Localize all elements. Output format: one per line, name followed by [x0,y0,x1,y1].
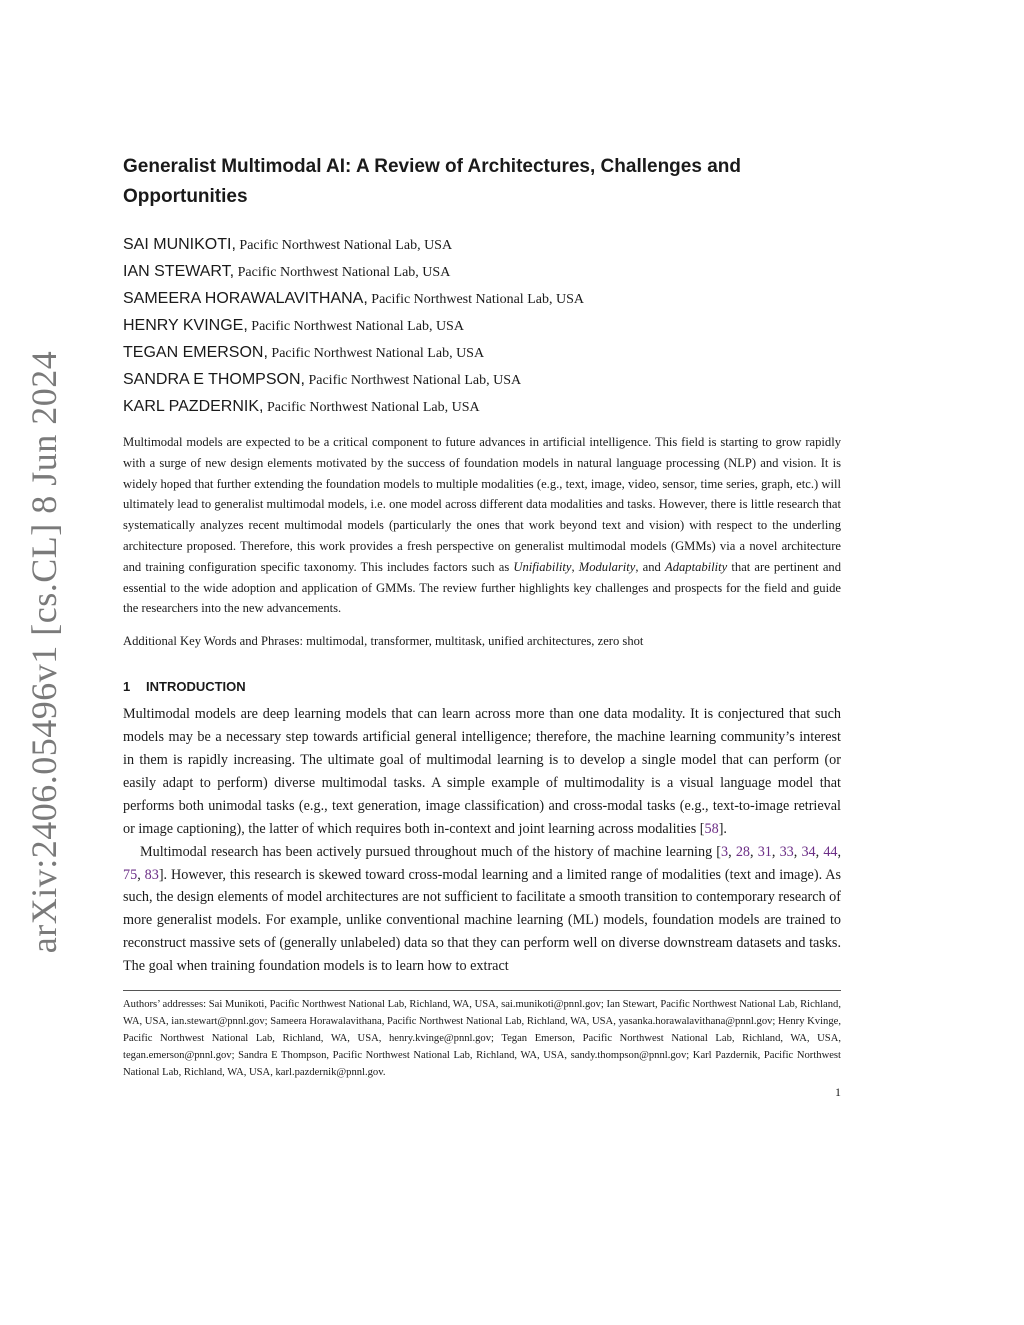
abstract-term: Unifiability [513,559,572,574]
author-affiliation: Pacific Northwest National Lab, USA [234,265,451,280]
abstract [123,432,841,619]
author-entry [123,258,841,285]
author-entry [123,393,841,420]
citation-separator: , [815,843,824,860]
author-entry [123,366,841,393]
author-entry [123,339,841,366]
paragraph-text: Multimodal models are deep learning models that can learn across more than one data modality. It is conjectured that such models may be a necessary step towards artificial general intelligence; therefore, the machine learning community’s interest in them is rapidly increasing. The ultimate goal of multimodal learning is to develop a single model that can perform (or easily adapt to perform) diverse multimodal tasks. A simple example of multimodality is a visual language model that performs both unimodal tasks (e.g., text generation, image classification) and cross-modal tasks (e.g., text-to-image retrieval or image captioning), the latter of which requires both in-context and joint learning across modalities [ [123,706,841,837]
citation-link[interactable]: 33 [779,843,794,860]
abstract-separator: , and [635,559,665,574]
arxiv-identifier-stamp: arXiv:2406.05496v1 [cs.CL] 8 Jun 2024 [24,350,64,954]
author-affiliation: Pacific Northwest National Lab, USA [267,346,485,361]
author-affiliation: Pacific Northwest National Lab, USA [263,400,480,415]
citation-link[interactable]: 83 [144,866,159,883]
citation-separator: , [137,866,145,883]
author-name: HENRY KVINGE, [123,317,248,334]
author-name: TEGAN EMERSON, [123,344,268,361]
author-entry [123,231,841,258]
citation-link[interactable]: 34 [801,843,816,860]
author-name: SAI MUNIKOTI, [123,236,236,253]
author-name: IAN STEWART, [123,263,235,280]
author-addresses-footnote: Authors’ addresses: Sai Munikoti, Pacific Northwest National Lab, Richland, WA, USA, sai.munikoti@pnnl.gov; Ian Stewart, Pacific Northwest National Lab, Richland, WA, USA, ian.stewart@pnnl.gov; Sameera Horawalavithana, Pacific Northwest National Lab, Richland, WA, USA, yasanka.horawalavithana@pnnl.gov; Henry Kvinge, Pacific Northwest National Lab, Richland, WA, USA, henry.kvinge@pnnl.gov; Tegan Emerson, Pacific Northwest National Lab, Richland, WA, USA, tegan.emerson@pnnl.gov; Sandra E Thompson, Pacific Northwest National Lab, Richland, WA, USA, sandy.thompson@pnnl.gov; Karl Pazdernik, Pacific Northwest National Lab, Richland, WA, USA, karl.pazdernik@pnnl.gov. [123,999,841,1079]
paper-page [123,152,841,1100]
abstract-term: Adaptability [665,559,728,574]
intro-paragraph-1 [123,703,841,840]
paragraph-text: Multimodal research has been actively pursued throughout much of the history of machine learning [ [140,843,722,860]
author-name: KARL PAZDERNIK, [123,398,264,415]
footnote-divider [123,990,841,991]
author-entry [123,285,841,312]
citation-link[interactable]: 44 [823,843,838,860]
paper-title: Generalist Multimodal AI: A Review of Architectures, Challenges and Opportunities [123,156,741,207]
abstract-text: that are pertinent and essential to the wide adoption and application of GMMs. The review further highlights key challenges and prospects for the field and guide the researchers into the new advancements. [123,559,841,616]
intro-paragraph-2 [123,841,841,978]
author-entry [123,312,841,339]
author-affiliation: Pacific Northwest National Lab, USA [235,238,453,253]
citation-link[interactable]: 58 [704,820,719,837]
paragraph-text: ]. However, this research is skewed toward cross-modal learning and a limited range of modalities (text and image). As such, the design elements of model architectures are not sufficient to facilitate a smooth transition to contemporary research of more generalist models. For example, unlike conventional machine learning (ML) models, foundation models are trained to reconstruct massive sets of (generally unlabeled) data so that they can perform well on diverse downstream datasets and tasks. The goal when training foundation models is to learn how to extract [123,866,842,975]
paragraph-text: ]. [718,820,727,837]
section-heading [123,677,841,697]
author-name: SAMEERA HORAWALAVITHANA, [123,290,368,307]
citation-link[interactable]: 3 [721,843,729,860]
author-affiliation: Pacific Northwest National Lab, USA [304,373,522,388]
author-affiliation: Pacific Northwest National Lab, USA [247,319,464,334]
author-list [123,231,841,420]
keywords: Additional Key Words and Phrases: multimodal, transformer, multitask, unified architectures, zero shot [123,634,644,649]
citation-separator: , [837,843,842,860]
page-number: 1 [835,1085,841,1100]
citation-link[interactable]: 75 [123,866,138,883]
citation-link[interactable]: 28 [735,843,750,860]
author-affiliation: Pacific Northwest National Lab, USA [367,292,584,307]
abstract-term: Modularity [578,559,636,574]
section-number: 1 [123,679,131,695]
citation-separator: , [750,843,758,860]
section-title: INTRODUCTION [146,679,246,695]
citation-separator: , [771,843,780,860]
citation-separator: , [793,843,802,860]
abstract-separator: , [571,559,579,574]
citation-link[interactable]: 31 [757,843,772,860]
citation-separator: , [728,843,736,860]
abstract-text: Multimodal models are expected to be a critical component to future advances in artificial intelligence. This field is starting to grow rapidly with a surge of new design elements motivated by the success of foundation models in natural language processing (NLP) and vision. It is widely hoped that further extending the foundation models to multiple modalities (e.g., text, image, video, sensor, time series, graph, etc.) will ultimately lead to generalist multimodal models, i.e. one model across different data modalities and tasks. However, there is little research that systematically analyzes recent multimodal models (particularly the ones that work beyond text and vision) with respect to the underling architecture proposed. Therefore, this work provides a fresh perspective on generalist multimodal models (GMMs) via a novel architecture and training configuration specific taxonomy. This includes factors such as [123,435,841,574]
author-name: SANDRA E THOMPSON, [123,371,305,388]
